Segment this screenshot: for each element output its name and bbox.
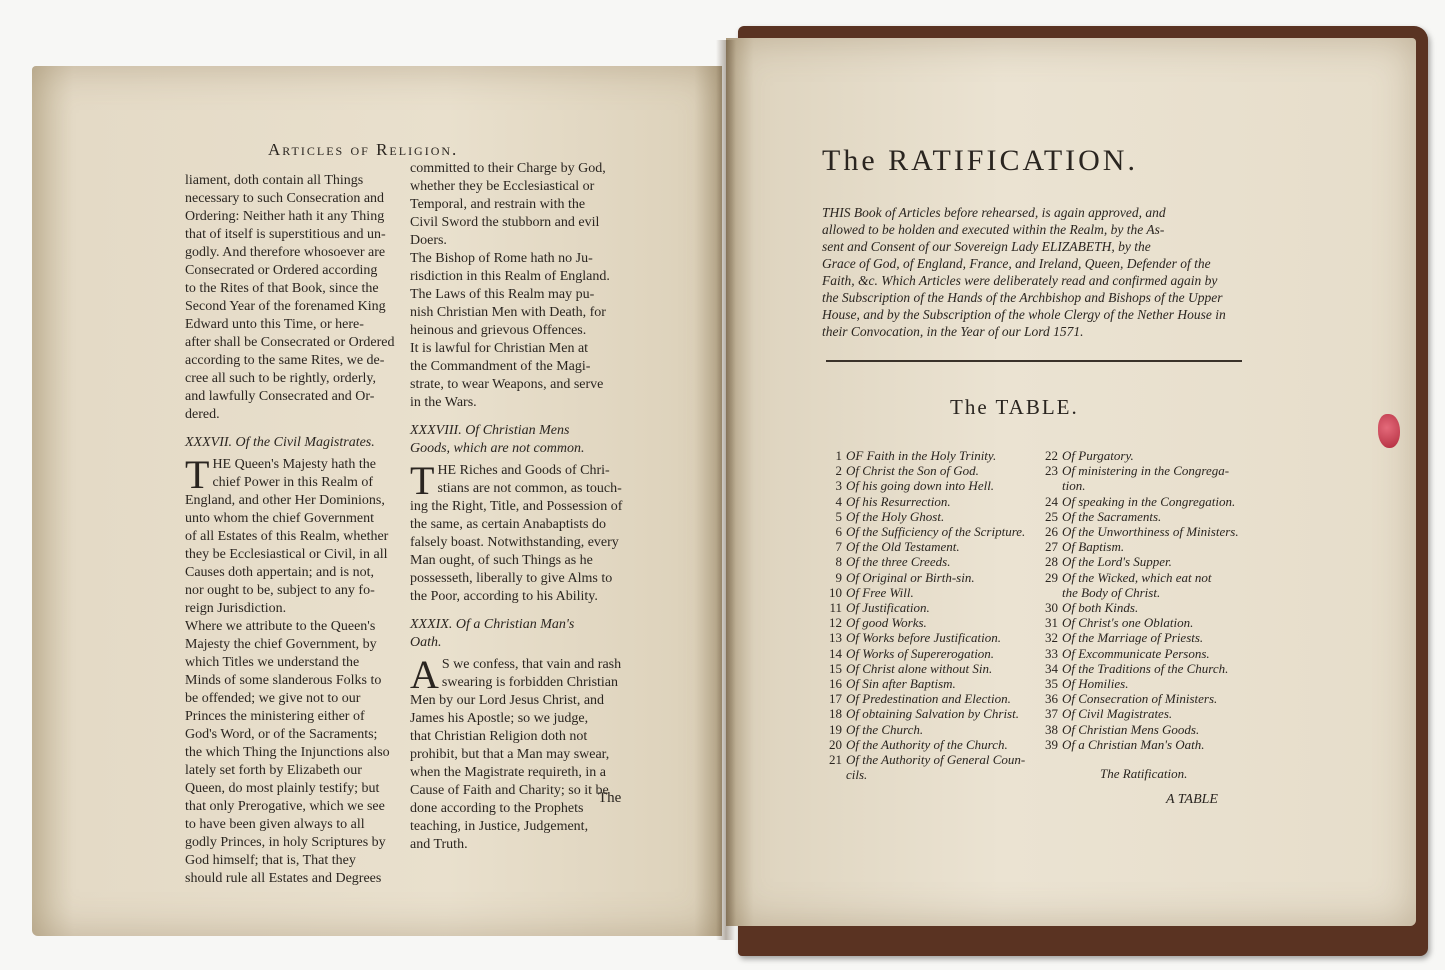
table-entry-title: Of Homilies. (1062, 676, 1129, 692)
article-38-body: THE Riches and Goods of Chri- stians are not common, as touch- ing the Right, Title, and Possession of the same, as certain Anabaptists do falsely boast. Notwithstanding, every Man ought, of such Things as he possesseth, liberally to give Alms to the Poor, according to his Ability. (410, 458, 623, 604)
table-entry-title: Of obtaining Salvation by Christ. (846, 706, 1019, 722)
table-entry-title: OF Faith in the Holy Trinity. (846, 448, 997, 463)
table-entry-number: 26 (1045, 524, 1058, 540)
table-entry-number: 18 (829, 706, 842, 722)
table-entry-title: Of Excommunicate Persons. (1062, 645, 1210, 661)
table-entry-number: 22 (1045, 448, 1058, 463)
table-entry-number: 34 (1045, 660, 1058, 676)
table-entry-title: Of a Christian Man's Oath. (1062, 736, 1205, 752)
table-entry-number: 38 (1045, 721, 1058, 737)
wax-seal-mark (1378, 414, 1400, 448)
table-entry (820, 615, 1050, 630)
table-entry-title: Of the Sacraments. (1062, 508, 1162, 524)
table-entry (1036, 691, 1256, 706)
table-entry-title: Of the Sufficiency of the Scripture. (846, 524, 1026, 540)
table-entry (820, 752, 1050, 782)
left-column-2 (410, 160, 625, 854)
table-entry-number: 29 (1045, 569, 1058, 585)
table-entry-title: Of the Church. (846, 721, 924, 737)
table-entry-number: 17 (829, 691, 842, 707)
left-catchword: The (598, 790, 622, 806)
table-entry (820, 600, 1050, 615)
table-entry-title: Of Civil Magistrates. (1062, 706, 1173, 722)
ratification-text: THIS Book of Articles before rehearsed, is again approved, and allowed to be holden and executed within the Realm, by the As- sent and Consent of our Sovereign Lady ELIZABETH, by the Grace of God, of England, France, and Ireland, Queen, Defender of the Faith, &c. Which Articles were deliberately read and confirmed again by the Subscription of the Hands of the Archbishop and Bishops of the Upper House, and by the Subscription of the whole Clergy of the Nether House in their Convocation, in the Year of our Lord 1571. (822, 205, 1226, 339)
table-entry-title: Of Christian Mens Goods. (1062, 721, 1200, 737)
table-entry (1036, 448, 1256, 463)
table-entry (1036, 646, 1256, 661)
table-entry-title: Of Works of Supererogation. (846, 645, 995, 661)
table-entry-title: Of the Authority of the Church. (846, 736, 1008, 752)
running-head: Articles of Religion. (268, 140, 459, 159)
table-entry-title: Of the Lord's Supper. (1062, 554, 1172, 570)
table-entry (820, 646, 1050, 661)
table-entry (1036, 539, 1256, 554)
table-entry-title: Of Justification. (846, 600, 930, 616)
table-entry-number: 5 (835, 508, 842, 524)
table-entry-number: 2 (835, 463, 842, 479)
table-entry (1036, 737, 1256, 752)
table-entry-title: Of the Traditions of the Church. (1062, 660, 1229, 676)
table-entry-title: Of the Wicked, which eat not the Body of Christ. (1062, 569, 1212, 600)
table-entry-title: Of the Unworthiness of Ministers. (1062, 524, 1239, 540)
left-column-1 (185, 172, 400, 888)
table-entry-number: 28 (1045, 554, 1058, 570)
table-entry (820, 570, 1050, 585)
table-right-column (1036, 448, 1256, 752)
table-entry-title: Of the Marriage of Priests. (1062, 630, 1204, 646)
table-entry-number: 7 (835, 539, 842, 555)
table-entry-title: Of Free Will. (846, 584, 914, 600)
table-entry-title: Of Consecration of Ministers. (1062, 691, 1218, 707)
table-entry (820, 524, 1050, 539)
table-entry-number: 15 (829, 660, 842, 676)
table-entry-number: 31 (1045, 615, 1058, 631)
table-entry-number: 25 (1045, 508, 1058, 524)
article-37-continued: committed to their Charge by God, whether they be Ecclesiastical or Temporal, and restrain with the Civil Sword the stubborn and evil Doers. The Bishop of Rome hath no Ju- risdiction in this Realm of England. The Laws of this Realm may pu- nish Christian Men with Death, for heinous and grievous Offences. It is lawful for Christian Men at the Commandment of the Magi- strate, to wear Weapons, and serve in the Wars. (410, 161, 610, 410)
table-entry (1036, 524, 1256, 539)
table-entry-number: 27 (1045, 539, 1058, 555)
book-gutter (716, 40, 736, 940)
table-entry-number: 8 (835, 554, 842, 570)
table-left-column (820, 448, 1050, 782)
table-entry (1036, 676, 1256, 691)
table-entry (1036, 570, 1256, 600)
table-entry-title: Of ministering in the Congrega- tion. (1062, 463, 1230, 494)
table-entry (820, 554, 1050, 569)
table-footer: The Ratification. (1100, 766, 1188, 781)
table-entry-number: 36 (1045, 691, 1058, 707)
table-entry (820, 706, 1050, 721)
right-catchword: A TABLE (1166, 792, 1218, 807)
table-entry-title: Of Christ alone without Sin. (846, 660, 993, 676)
table-entry (820, 585, 1050, 600)
table-entry (1036, 463, 1256, 493)
table-title: The TABLE. (950, 395, 1079, 419)
table-entry-number: 30 (1045, 600, 1058, 616)
table-entry (820, 539, 1050, 554)
table-entry-number: 24 (1045, 493, 1058, 509)
article-37-body: THE Queen's Majesty hath the chief Power in this Realm of England, and other Her Dominions, unto whom the chief Government of all Estates of this Realm, whether they be Ecclesiastical or Civil, in all Causes doth appertain; and is not, nor ought to be, subject to any fo- reign Jurisdiction. Where we attribute to the Queen's Majesty the chief Government, by which Titles we understand the Minds of some slanderous Folks to be offended; we give not to our Princes the ministering either of God's Word, or of the Sacraments; the which Thing the Injunctions also lately set forth by Elizabeth our Queen, do most plainly testify; but that only Prerogative, which we see to have been given always to all godly Princes, in holy Scriptures by God himself; that is, That they should rule all Estates and Degrees (185, 452, 390, 886)
article-37-heading: XXXVII. Of the Civil Magistrates. (185, 435, 375, 450)
table-entry (820, 509, 1050, 524)
table-entry-title: Of Purgatory. (1062, 448, 1134, 463)
table-entry-title: Of Baptism. (1062, 539, 1125, 555)
table-entry-title: Of his Resurrection. (846, 493, 951, 509)
table-entry (1036, 661, 1256, 676)
table-entry-number: 32 (1045, 630, 1058, 646)
table-entry-title: Of Original or Birth-sin. (846, 569, 975, 585)
table-entry-number: 3 (835, 478, 842, 494)
table-entry-number: 33 (1045, 645, 1058, 661)
table-entry-number: 20 (829, 736, 842, 752)
table-entry-title: Of Works before Justification. (846, 630, 1002, 646)
table-entry-number: 6 (835, 524, 842, 540)
table-entry-number: 12 (829, 615, 842, 631)
table-entry (1036, 600, 1256, 615)
table-entry (1036, 509, 1256, 524)
table-entry-title: Of Christ the Son of God. (846, 463, 979, 479)
article-36-conclusion: liament, doth contain all Things necessary to such Consecration and Ordering: Neither hath it any Thing that of itself is superstitious and un- godly. And therefore whosoever are Consecrated or Ordered according to the Rites of that Book, since the Second Year of the forenamed King Edward unto this Time, or here- after shall be Consecrated or Ordered according to the same Rites, we de- cree all such to be rightly, orderly, and lawfully Consecrated and Or- dered. (185, 173, 395, 422)
table-entry-number: 11 (829, 600, 842, 616)
table-entry (820, 494, 1050, 509)
table-entry-number: 4 (835, 493, 842, 509)
table-entry-number: 9 (835, 569, 842, 585)
table-entry-title: Of the Holy Ghost. (846, 508, 945, 524)
table-entry (820, 691, 1050, 706)
table-entry (820, 737, 1050, 752)
table-entry-number: 1 (835, 448, 842, 463)
table-entry (1036, 494, 1256, 509)
table-entry (820, 463, 1050, 478)
table-entry (820, 448, 1050, 463)
table-entry-number: 13 (829, 630, 842, 646)
table-entry-title: Of both Kinds. (1062, 600, 1139, 616)
table-entry-number: 21 (829, 752, 842, 768)
article-39-heading: XXXIX. Of a Christian Man's Oath. (410, 617, 575, 650)
table-entry-number: 35 (1045, 676, 1058, 692)
divider-rule (826, 360, 1242, 362)
table-entry (1036, 706, 1256, 721)
table-entry (820, 478, 1050, 493)
table-entry-number: 10 (829, 584, 842, 600)
table-entry (1036, 722, 1256, 737)
table-entry (1036, 630, 1256, 645)
table-entry-title: Of Predestination and Election. (846, 691, 1011, 707)
table-entry-number: 39 (1045, 736, 1058, 752)
table-entry-title: Of speaking in the Congregation. (1062, 493, 1236, 509)
table-entry-number: 19 (829, 721, 842, 737)
table-entry-number: 14 (829, 645, 842, 661)
table-entry (820, 722, 1050, 737)
table-entry (820, 630, 1050, 645)
table-entry-number: 16 (829, 676, 842, 692)
table-entry-title: Of Sin after Baptism. (846, 676, 956, 692)
table-entry-number: 23 (1045, 463, 1058, 479)
table-entry (1036, 554, 1256, 569)
table-entry-title: Of his going down into Hell. (846, 478, 995, 494)
table-entry (1036, 615, 1256, 630)
article-39-body: AS we confess, that vain and rash swearing is forbidden Christian Men by our Lord Jesus Christ, and James his Apostle; so we judge, that Christian Religion doth not prohibit, but that a Man may swear, when the Magistrate requireth, in a Cause of Faith and Charity; so it be done according to the Prophets teaching, in Justice, Judgement, and Truth. (410, 652, 622, 852)
table-entry-title: Of good Works. (846, 615, 927, 631)
table-entry-title: Of Christ's one Oblation. (1062, 615, 1194, 631)
table-entry-number: 37 (1045, 706, 1058, 722)
table-entry-title: Of the Old Testament. (846, 539, 960, 555)
table-entry (820, 676, 1050, 691)
ratification-title: The RATIFICATION. (822, 144, 1138, 177)
table-entry-title: Of the three Creeds. (846, 554, 951, 570)
table-entry-title: Of the Authority of General Coun- cils. (846, 752, 1026, 783)
table-entry (820, 661, 1050, 676)
article-38-heading: XXXVIII. Of Christian Mens Goods, which are not common. (410, 423, 585, 456)
